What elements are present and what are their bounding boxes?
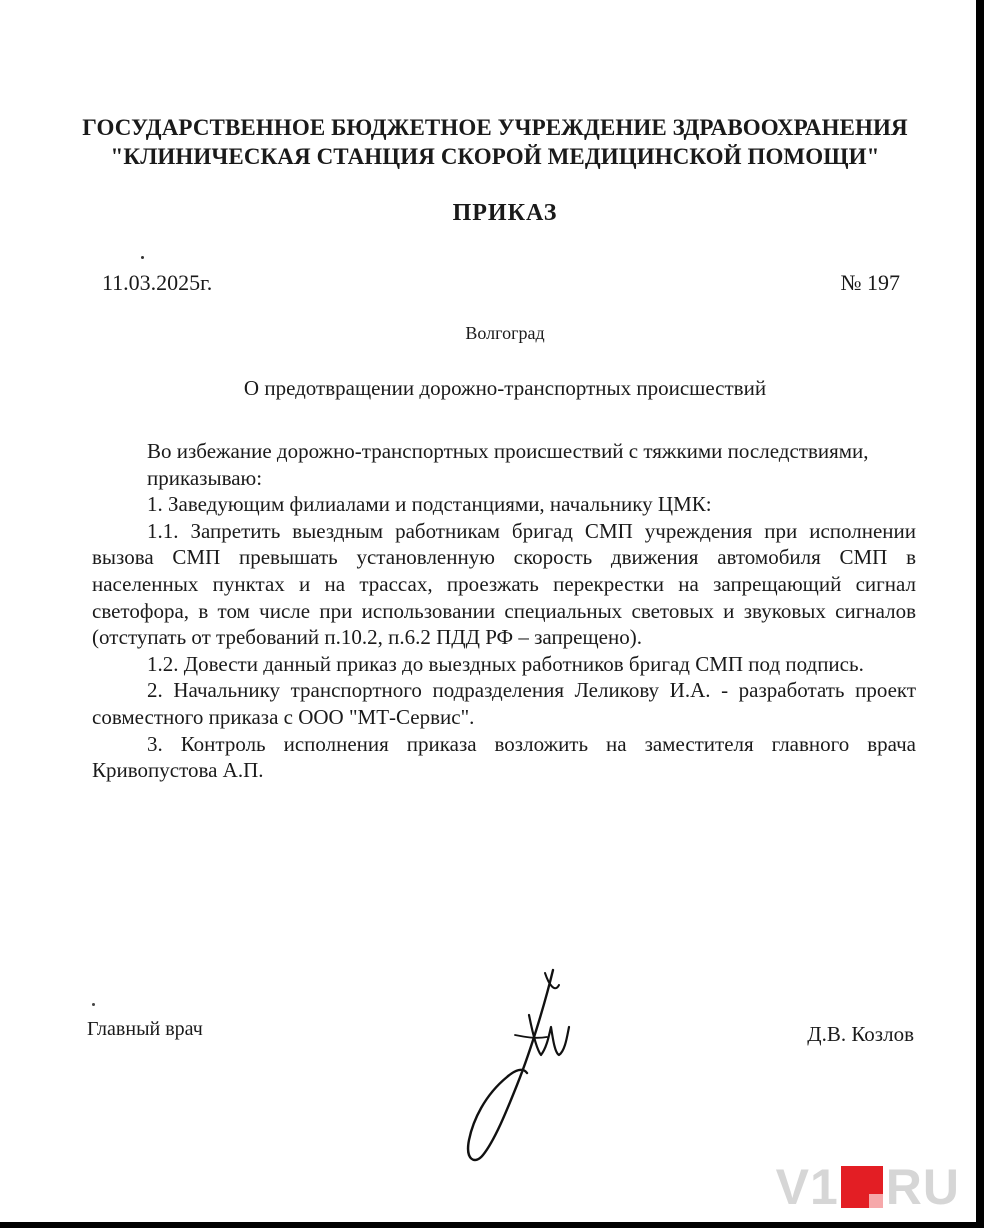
order-body [92, 438, 916, 784]
organization-line-2: "КЛИНИЧЕСКАЯ СТАНЦИЯ СКОРОЙ МЕДИЦИНСКОЙ ПОМОЩИ" [110, 144, 880, 169]
document-date: 11.03.2025г. [102, 270, 213, 295]
document-subject: О предотвращении дорожно-транспортных происшествий [243, 376, 767, 400]
order-item-3: 3. Контроль исполнения приказа возложить на заместителя главного врача Кривопустова А.П. [92, 731, 916, 783]
scan-edge-bottom [0, 1222, 984, 1228]
document-city: Волгоград [465, 323, 545, 343]
order-item-1: 1. Заведующим филиалами и подстанциями, начальнику ЦМК: [147, 492, 712, 517]
v1-ru-watermark [776, 1158, 960, 1216]
watermark-logo-box [841, 1166, 883, 1208]
order-item-1-1: 1.1. Запретить выездным работникам бригад СМП учреждения при исполнении вызова СМП превышать установленную скорость движения автомобиля СМП в населенных пунктах и на трассах, проезжать перекрестки на запрещающий сигнал светофора, в том числе при использовании специальных световых и звуковых сигналов (отступать от требований п.10.2, п.6.2 ПДД РФ – запрещено). [92, 518, 916, 650]
scan-edge-right [976, 0, 984, 1228]
signer-position: Главный врач [87, 1018, 203, 1040]
scan-dot [141, 256, 144, 259]
watermark-right-text: RU [885, 1159, 960, 1215]
scan-dot-signature [92, 1003, 95, 1006]
order-item-2: 2. Начальнику транспортного подразделения Леликову И.А. - разработать проект совместного приказа с ООО "МТ-Сервис". [92, 678, 916, 729]
handwritten-signature [455, 955, 595, 1165]
signer-name: Д.В. Козлов [807, 1022, 914, 1046]
document-number: № 197 [840, 270, 900, 295]
document-title: ПРИКАЗ [452, 200, 558, 226]
order-intro: Во избежание дорожно-транспортных происшествий с тяжкими последствиями, [147, 439, 869, 463]
organization-header [40, 113, 950, 171]
order-item-1-2: 1.2. Довести данный приказ до выездных работников бригад СМП под подпись. [147, 651, 864, 676]
organization-line-1: ГОСУДАРСТВЕННОЕ БЮДЖЕТНОЕ УЧРЕЖДЕНИЕ ЗДРАВООХРАНЕНИЯ [82, 115, 908, 140]
watermark-left-text: V1 [775, 1159, 839, 1215]
order-word: приказываю: [147, 465, 263, 490]
